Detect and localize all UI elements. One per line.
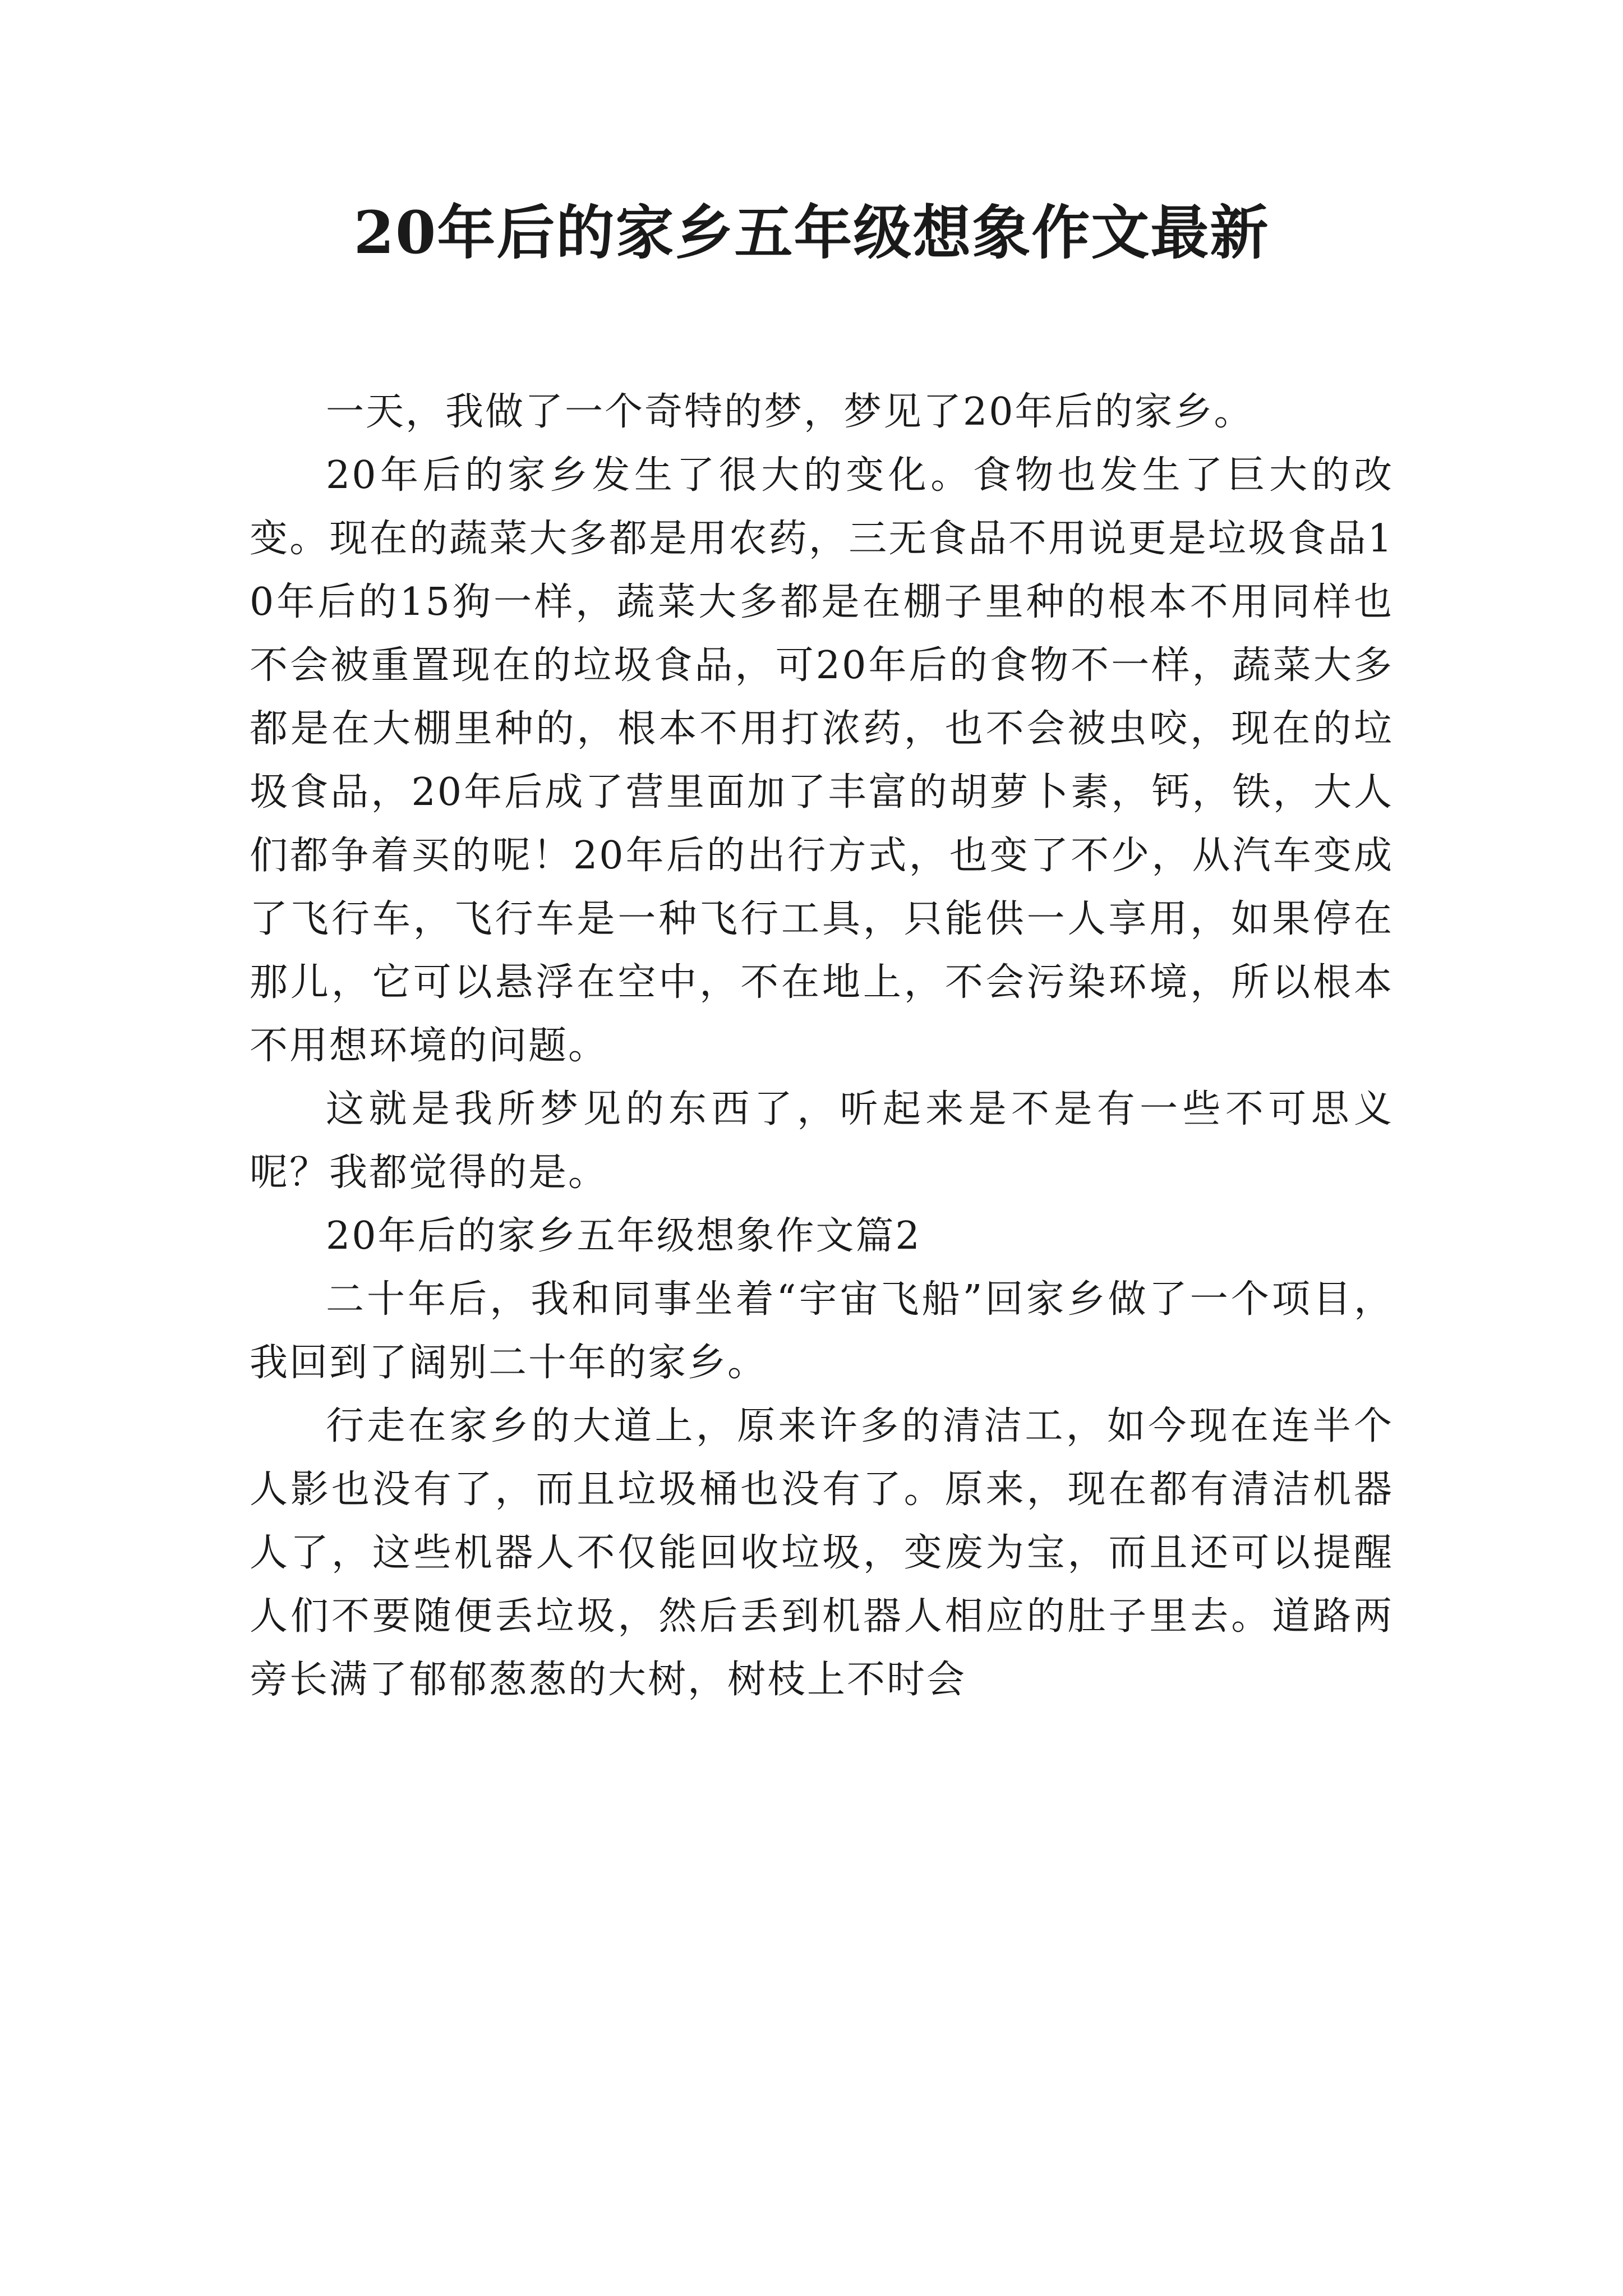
- document-body: [250, 380, 1394, 1711]
- paragraph: 20年后的家乡发生了很大的变化。食物也发生了巨大的改变。现在的蔬菜大多都是用农药，三无食品不用说更是垃圾食品10年后的15狗一样，蔬菜大多都是在棚子里种的根本不用同样也不会被重置现在的垃圾食品，可20年后的食物不一样，蔬菜大多都是在大棚里种的，根本不用打浓药，也不会被虫咬，现在的垃圾食品，20年后成了营里面加了丰富的胡萝卜素，钙，铁，大人们都争着买的呢！20年后的出行方式，也变了不少，从汽车变成了飞行车，飞行车是一种飞行工具，只能供一人享用，如果停在那儿，它可以悬浮在空中，不在地上，不会污染环境，所以根本不用想环境的问题。: [250, 453, 1394, 1068]
- section-heading: 20年后的家乡五年级想象作文篇2: [326, 1214, 921, 1258]
- document-title: 20年后的家乡五年级想象作文最新: [353, 198, 1270, 267]
- paragraph: 二十年后，我和同事坐着“宇宙飞船”回家乡做了一个项目，我回到了阔别二十年的家乡。: [250, 1277, 1394, 1385]
- paragraph: 一天，我做了一个奇特的梦，梦见了20年后的家乡。: [326, 390, 1254, 434]
- paragraph: 行走在家乡的大道上，原来许多的清洁工，如今现在连半个人影也没有了，而且垃圾桶也没有了。原来，现在都有清洁机器人了，这些机器人不仅能回收垃圾，变废为宝，而且还可以提醒人们不要随便丢垃圾，然后丢到机器人相应的肚子里去。道路两旁长满了郁郁葱葱的大树，树枝上不时会: [250, 1404, 1394, 1702]
- paragraph: 这就是我所梦见的东西了，听起来是不是有一些不可思义呢？我都觉得的是。: [250, 1087, 1394, 1195]
